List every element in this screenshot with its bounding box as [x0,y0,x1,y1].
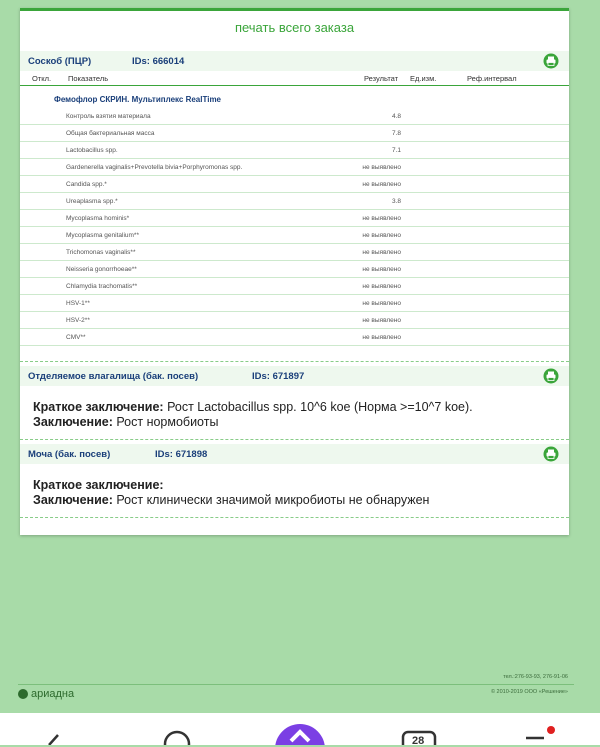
result-value: 3.8 [391,198,401,205]
result-value: не выявлено [362,317,401,324]
conclusion-block [33,478,429,508]
section-ids: IDs: 666014 [132,55,185,67]
section-name: Моча (бак. посев) [28,448,111,460]
ariadna-logo[interactable] [18,688,74,700]
conclusion-block [33,400,473,430]
table-header [20,71,569,86]
table-row [20,244,569,261]
indicator-name: Общая бактериальная масса [66,130,155,137]
table-row [20,278,569,295]
short-conclusion-label: Краткое заключение: [33,400,164,414]
table-row [20,295,569,312]
result-value: 4.8 [391,113,401,120]
print-icon[interactable] [543,53,559,69]
col-unit: Ед.изм. [410,74,437,83]
table-row [20,329,569,346]
table-row [20,227,569,244]
indicator-name: Mycoplasma hominis* [66,215,130,222]
col-indicator: Показатель [68,74,109,83]
indicator-name: Контроль взятия материала [66,113,151,120]
tabs-count: 28 [412,735,425,747]
result-value: не выявлено [362,300,401,307]
menu-icon[interactable] [522,713,562,745]
section-header-swab [20,51,569,71]
result-value: не выявлено [362,249,401,256]
short-conclusion-text: Рост Lactobacillus spp. 10^6 koe (Норма >=10^7 koe). [167,400,473,414]
indicator-name: HSV-1** [66,300,90,307]
indicator-name: Trichomonas vaginalis** [66,249,136,256]
conclusion-label: Заключение: [33,415,113,429]
indicator-name: Candida spp.* [66,181,107,188]
method-title: Фемофлор СКРИН. Мультиплекс RealTime [54,95,222,104]
indicator-name: Ureaplasma spp.* [66,198,118,205]
conclusion-text: Рост клинически значимой микробиоты не обнаружен [116,493,430,507]
footer-divider [18,684,574,685]
print-all-link[interactable]: печать всего заказа [234,20,355,35]
indicator-name: Chlamydia trachomatis** [66,283,138,290]
col-ref: Реф.интервал [467,74,517,83]
conclusion-text: Рост нормобиоты [116,415,219,429]
divider [20,361,569,362]
print-icon[interactable] [543,446,559,462]
table-row [20,176,569,193]
indicator-name: CMV** [66,334,86,341]
divider [20,517,569,518]
table-row [20,159,569,176]
result-value: 7.1 [391,147,401,154]
bottom-nav-bar [0,713,600,745]
arrow-down-icon: ▼ [124,9,134,20]
footer-phone: тел.:276-93-93, 276-91-06 [503,674,568,680]
indicator-name: HSV-2** [66,317,90,324]
back-icon[interactable] [38,713,68,745]
result-value: не выявлено [362,164,401,171]
print-icon[interactable] [543,368,559,384]
conclusion-label: Заключение: [33,493,113,507]
results-page [20,8,569,535]
results-table [20,108,569,346]
table-row [20,312,569,329]
indicator-name: Gardenerella vaginalis+Prevotella bivia+Porphyromonas spp. [66,164,243,171]
indicator-name: Neisseria gonorrhoeae** [66,266,137,273]
section-ids: IDs: 671897 [252,370,305,382]
result-value: не выявлено [362,283,401,290]
result-value: не выявлено [362,215,401,222]
section-ids: IDs: 671898 [155,448,208,460]
result-value: не выявлено [362,181,401,188]
indicator-name: Mycoplasma genitalium** [66,232,139,239]
section-header-vaginal [20,366,569,386]
table-row [20,142,569,159]
logo-icon [18,689,28,699]
result-value: 7.8 [391,130,401,137]
table-row [20,210,569,227]
short-conclusion-label: Краткое заключение: [33,478,164,492]
section-name: Соскоб (ПЦР) [28,55,92,67]
result-value: не выявлено [362,334,401,341]
col-result: Результат [364,74,399,83]
result-value: не выявлено [362,266,401,273]
table-row [20,261,569,278]
indicator-name: Lactobacillus spp. [66,147,118,154]
search-icon[interactable] [160,713,194,745]
table-row [20,125,569,142]
table-row [20,108,569,125]
table-row [20,193,569,210]
home-icon[interactable] [274,713,326,745]
section-name: Отделяемое влагалища (бак. посев) [28,370,199,382]
footer-copyright: © 2010-2019 ООО «Решение» [490,689,568,695]
section-header-urine [20,444,569,464]
col-deviation: Откл. [32,74,52,83]
result-value: не выявлено [362,232,401,239]
divider [20,439,569,440]
logo-text: ариадна [31,688,75,700]
